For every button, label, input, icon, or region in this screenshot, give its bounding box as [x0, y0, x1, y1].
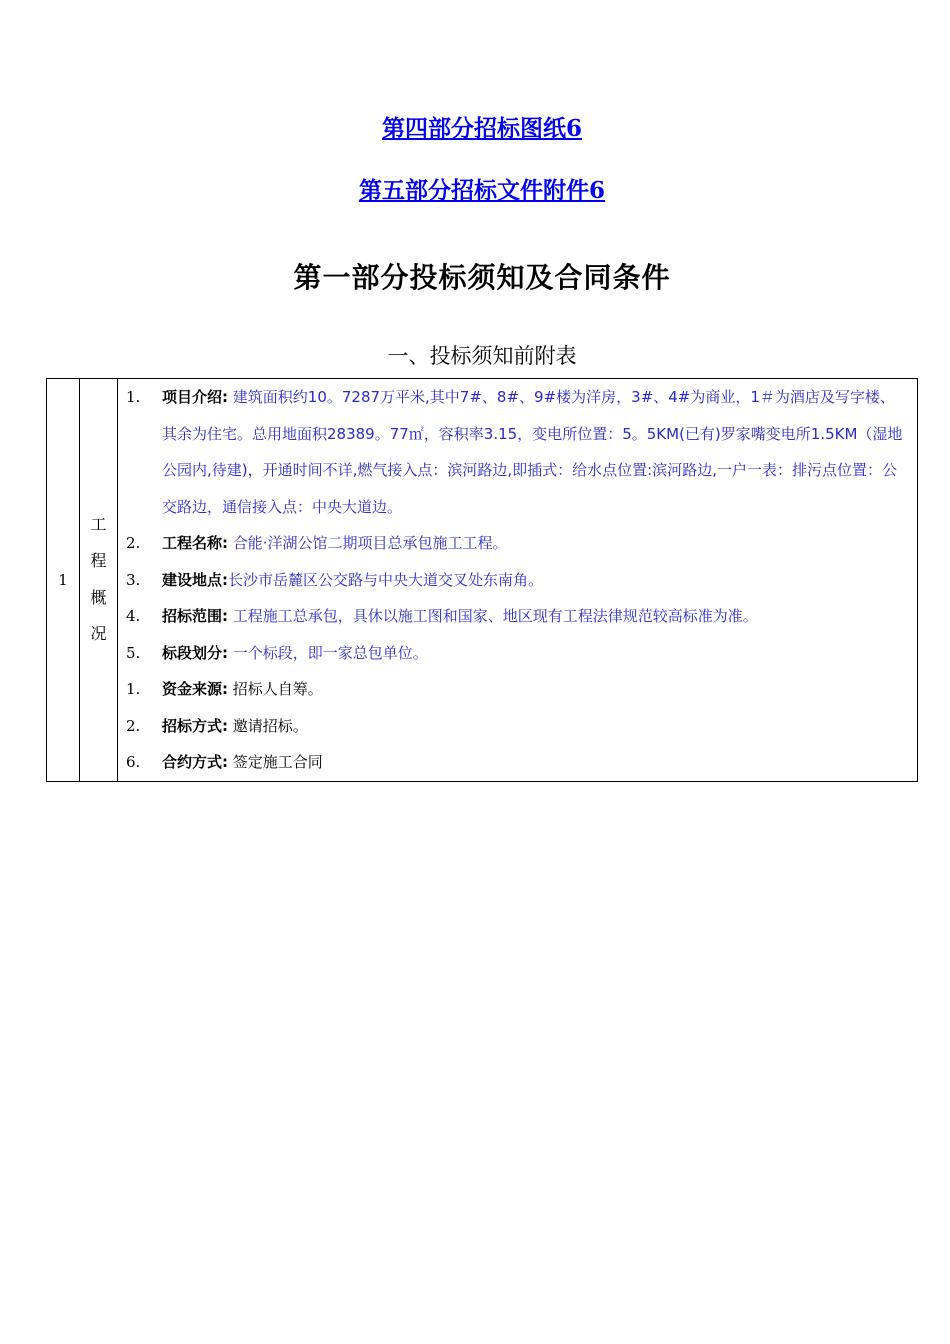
category-char: 程: [90, 551, 107, 571]
item-value: 长沙市岳麓区公交路与中央大道交叉处东南角。: [228, 570, 544, 589]
item-number: 6.: [126, 753, 141, 771]
item-value: 工程施工总承包，具休以施工图和国家、地区现有工程法律规范较高标准为准。: [232, 607, 758, 625]
items-cell: [118, 379, 918, 782]
part-title: 第一部分投标须知及合同条件: [293, 261, 671, 294]
item-label: 标段划分:: [162, 643, 228, 662]
toc-link-page: 6: [588, 177, 605, 204]
toc-link-label: 第五部分招标文件附件: [358, 177, 589, 204]
item-label: 招标方式:: [162, 716, 228, 735]
toc-link-part-four[interactable]: [0, 110, 950, 143]
list-item-scope: [126, 598, 909, 635]
item-number: 1.: [126, 388, 141, 406]
item-number: 2.: [126, 534, 141, 552]
row-number: 1: [58, 570, 68, 589]
toc-link-page: 6: [565, 115, 582, 142]
category-char: 工: [90, 514, 107, 534]
list-item-project-intro: [126, 379, 909, 525]
item-number: 3.: [126, 570, 141, 589]
item-value: 招标人自筹。: [232, 680, 323, 698]
item-value: 合能·洋湖公馆二期项目总承包施工工程。: [232, 534, 508, 552]
item-number: 5.: [126, 643, 141, 662]
section-title: 一、投标须知前附表: [387, 344, 577, 368]
category-cell: [80, 379, 118, 782]
toc-link-label: 第四部分招标图纸: [381, 115, 566, 142]
item-label: 工程名称:: [162, 534, 228, 552]
item-number: 2.: [126, 716, 141, 735]
item-value: 一个标段，即一家总包单位。: [232, 643, 428, 662]
list-item-funding-source: [126, 671, 909, 708]
item-value: 签定施工合同: [232, 753, 323, 771]
item-label: 招标范围:: [162, 607, 228, 625]
item-label: 合约方式:: [162, 753, 228, 771]
item-value: 建筑面积约10。7287万平米,其中7#、8#、9#楼为洋房，3#、4#为商业，1＃为酒店及写字楼、其余为住宅。总用地面积28389。77㎡，容积率3.15，变电所位置：5。5KM(已有)罗家嘴变电所1.5KM（湿地公园内,待建)，开通时间不详,燃气接入点：滨河路边,即插式：给水点位置:滨河路边,一户一表：排污点位置：公交路边，通信接入点：中央大道边。: [162, 388, 903, 516]
list-item-project-name: [126, 525, 909, 562]
list-item-location: [126, 562, 909, 599]
item-list: [118, 379, 917, 781]
row-number-cell: [47, 379, 80, 782]
toc-link-part-five[interactable]: [0, 172, 950, 205]
bidding-info-table: [46, 378, 918, 782]
category-char: 况: [90, 624, 107, 644]
item-label: 项目介绍:: [162, 388, 228, 406]
item-number: 4.: [126, 607, 141, 625]
list-item-bidding-method: [126, 708, 909, 745]
item-number: 1.: [126, 680, 141, 698]
item-label: 建设地点:: [162, 570, 228, 589]
list-item-contract-method: [126, 744, 909, 781]
table-row: [47, 379, 918, 782]
category-char: 概: [90, 587, 107, 607]
item-value: 邀请招标。: [232, 716, 308, 735]
item-label: 资金来源:: [162, 680, 228, 698]
list-item-section-division: [126, 635, 909, 672]
